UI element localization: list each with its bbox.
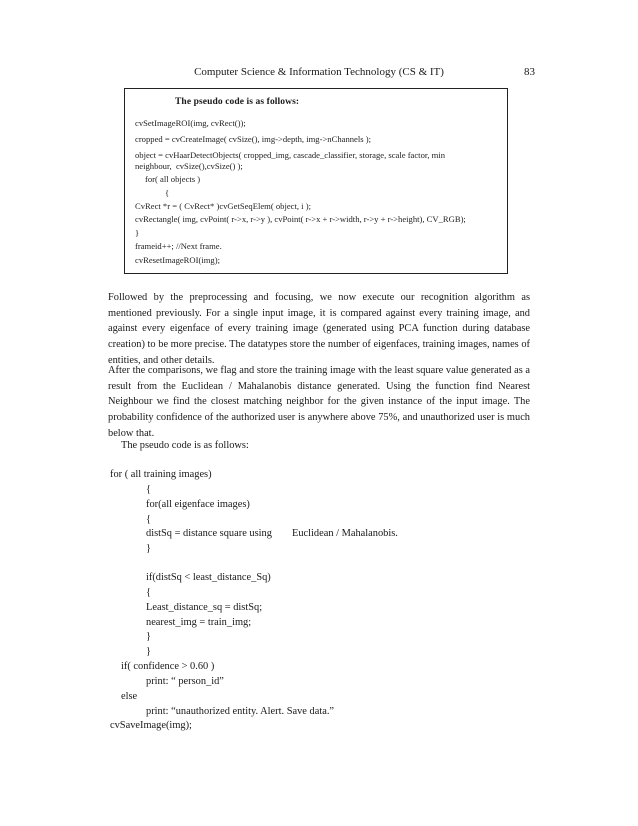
code-line: for( all objects ) xyxy=(145,174,201,184)
pseudo-code-line: Least_distance_sq = distSq; xyxy=(146,602,263,613)
page-header xyxy=(0,66,638,82)
page-number: 83 xyxy=(524,66,535,78)
code-line: cvRectangle( img, cvPoint( r->x, r->y ), cvPoint( r->x + r->width, r->y + r->height), CV_RGB); xyxy=(135,214,466,224)
code-box-heading: The pseudo code is as follows: xyxy=(175,97,300,107)
code-line: } xyxy=(135,228,140,238)
pseudo-code-line: } xyxy=(146,646,151,657)
pseudo-code-line: } xyxy=(146,543,151,554)
journal-title: Computer Science & Information Technology (CS & IT) xyxy=(194,66,444,78)
code-line: neighbour, cvSize(),cvSize() ); xyxy=(135,161,243,171)
pseudo-code-line: { xyxy=(146,587,151,598)
pseudo-code-line: distSq = distance square using xyxy=(146,528,272,539)
code-line: { xyxy=(165,188,170,198)
pseudo-code-line: if(distSq < least_distance_Sq) xyxy=(146,572,271,583)
pseudo-code-line: else xyxy=(121,691,138,702)
pseudo-code-line: } xyxy=(146,631,151,642)
pseudo-code-line: for(all eigenface images) xyxy=(146,499,250,510)
pseudo-code-line: Euclidean / Mahalanobis. xyxy=(292,528,398,539)
pseudo-code-line: nearest_img = train_img; xyxy=(146,617,252,628)
pseudo-code-line: { xyxy=(146,484,151,495)
pseudo-code-intro: The pseudo code is as follows: xyxy=(121,440,249,451)
body-paragraph: After the comparisons, we flag and store the training image with the least square value generated as a result from the Euclidean / Mahalanobis distance generated. Using the function find Nearest Neighbour we find the closest matching neighbor for the given instance of the input image. The probability confidence of the authorized user is anywhere above 75%, and unauthorized user is much below that. xyxy=(108,365,530,439)
pseudo-code-line: if( confidence > 0.60 ) xyxy=(121,661,215,672)
pseudo-code-line: print: “ person_id” xyxy=(146,676,224,687)
code-listing-box xyxy=(124,88,508,274)
pseudo-code-line: print: “unauthorized entity. Alert. Save data.” xyxy=(146,706,335,717)
code-line: frameid++; //Next frame. xyxy=(135,241,222,251)
code-line: cropped = cvCreateImage( cvSize(), img->depth, img->nChannels ); xyxy=(135,134,371,144)
code-line: cvResetImageROI(img); xyxy=(135,255,220,265)
code-line: CvRect *r = ( CvRect* )cvGetSeqElem( object, i ); xyxy=(135,201,311,211)
body-paragraph: Followed by the preprocessing and focusing, we now execute our recognition algorithm as mentioned previously. For a single input image, it is compared against every training image, and against every eigenface of every training image (generated using PCA function during database creation) to be more precise. The datatypes store the number of eigenfaces, training images, names of entities, and other details. xyxy=(108,292,530,366)
code-line: cvSetImageROI(img, cvRect()); xyxy=(135,118,246,128)
pseudo-code-line: for ( all training images) xyxy=(110,469,212,480)
pseudo-code-line: { xyxy=(146,514,151,525)
pseudo-code-line: cvSaveImage(img); xyxy=(110,720,192,731)
code-line: object = cvHaarDetectObjects( cropped_img, cascade_classifier, storage, scale factor, min xyxy=(135,150,446,160)
